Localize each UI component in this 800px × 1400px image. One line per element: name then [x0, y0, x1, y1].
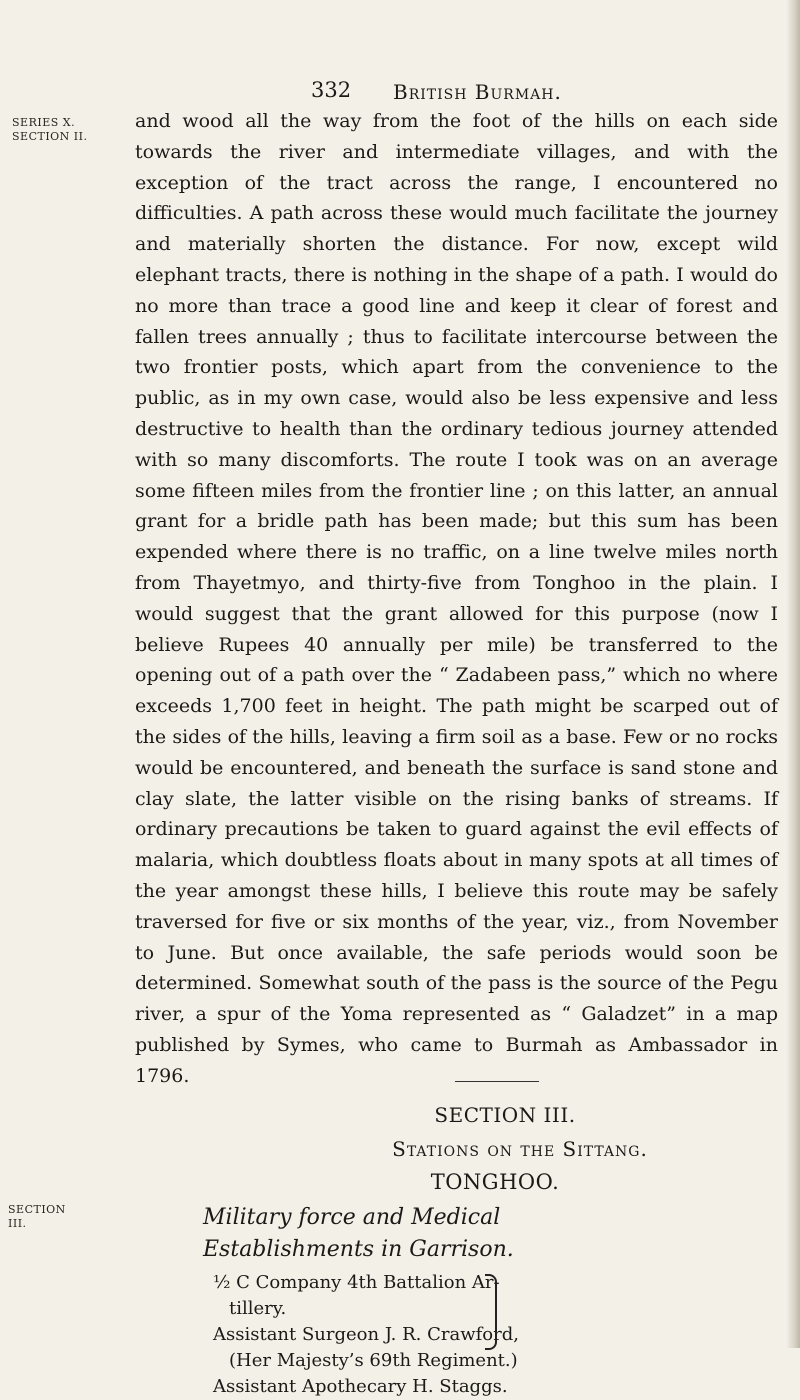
station-heading: TONGHOO.: [430, 1170, 560, 1194]
body-text: [135, 106, 778, 1092]
margin-note-section3: SECTION III.: [8, 1203, 66, 1230]
section-divider: [455, 1081, 539, 1082]
staff-line: (Her Majesty’s 69th Regiment.): [229, 1350, 518, 1371]
section-heading: SECTION III.: [434, 1103, 576, 1127]
staff-line: ½ C Company 4th Battalion Ar-: [213, 1272, 500, 1293]
body-paragraph: and wood all the way from the foot of the hills on each side towards the river and intermediate villages, and with the exception of the tract across the range, I encountered no difficulties. A path across these would much facilitate the journey and materially shorten the distance. For now, except wild elephant tracts, there is nothing in the shape of a path. I would do no more than trace a good line and keep it clear of forest and fallen trees annually ; thus to facilitate intercourse between the two frontier posts, which apart from the convenience to the public, as in my own case, would also be less expensive and less destructive to health than the ordinary tedious journey attended with so many discomforts. The route I took was on an average some fifteen miles from the frontier line ; on this latter, an annual grant for a bridle path has been made; but this sum has been expended where there is no traffic, on a line twelve miles north from Thayetmyo, and thirty-five from Tonghoo in the plain. I would suggest that the grant allowed for this purpose (now I believe Rupees 40 annually per mile) be transferred to the opening out of a path over the “ Zadabeen pass,” which no where exceeds 1,700 feet in height. The path might be scarped out of the sides of the hills, leaving a firm soil as a base. Few or no rocks would be encountered, and beneath the surface is sand stone and clay slate, the latter visible on the rising banks of streams. If ordinary precautions be taken to guard against the evil effects of malaria, which doubtless floats about in many spots at all times of the year amongst these hills, I believe this route may be safely traversed for five or six months of the year, viz., from November to June. But once available, the safe periods would soon be determined. Somewhat south of the pass is the source of the Pegu river, a spur of the Yoma represented as “ Galadzet” in a map published by Symes, who came to Burmah as Ambassador in 1796.: [135, 110, 778, 1087]
page-header: [0, 78, 800, 108]
page-number: 332: [311, 78, 352, 102]
staff-line: Assistant Apothecary H. Staggs.: [213, 1376, 508, 1397]
staff-list: [213, 1270, 519, 1400]
running-title: British Burmah.: [393, 80, 562, 104]
staff-line: Assistant Surgeon J. R. Crawford,: [213, 1324, 519, 1345]
establishments-title-line2: Establishments in Garrison.: [203, 1237, 514, 1262]
establishments-title-line1: Military force and Medical: [203, 1205, 501, 1230]
staff-line: tillery.: [229, 1298, 287, 1319]
series-label: SERIES X.: [12, 116, 76, 129]
section-subheading: Stations on the Sittang.: [392, 1137, 648, 1161]
section-label: SECTION II.: [12, 130, 88, 143]
grouping-bracket: [485, 1274, 497, 1350]
margin-note-series: [12, 116, 92, 144]
